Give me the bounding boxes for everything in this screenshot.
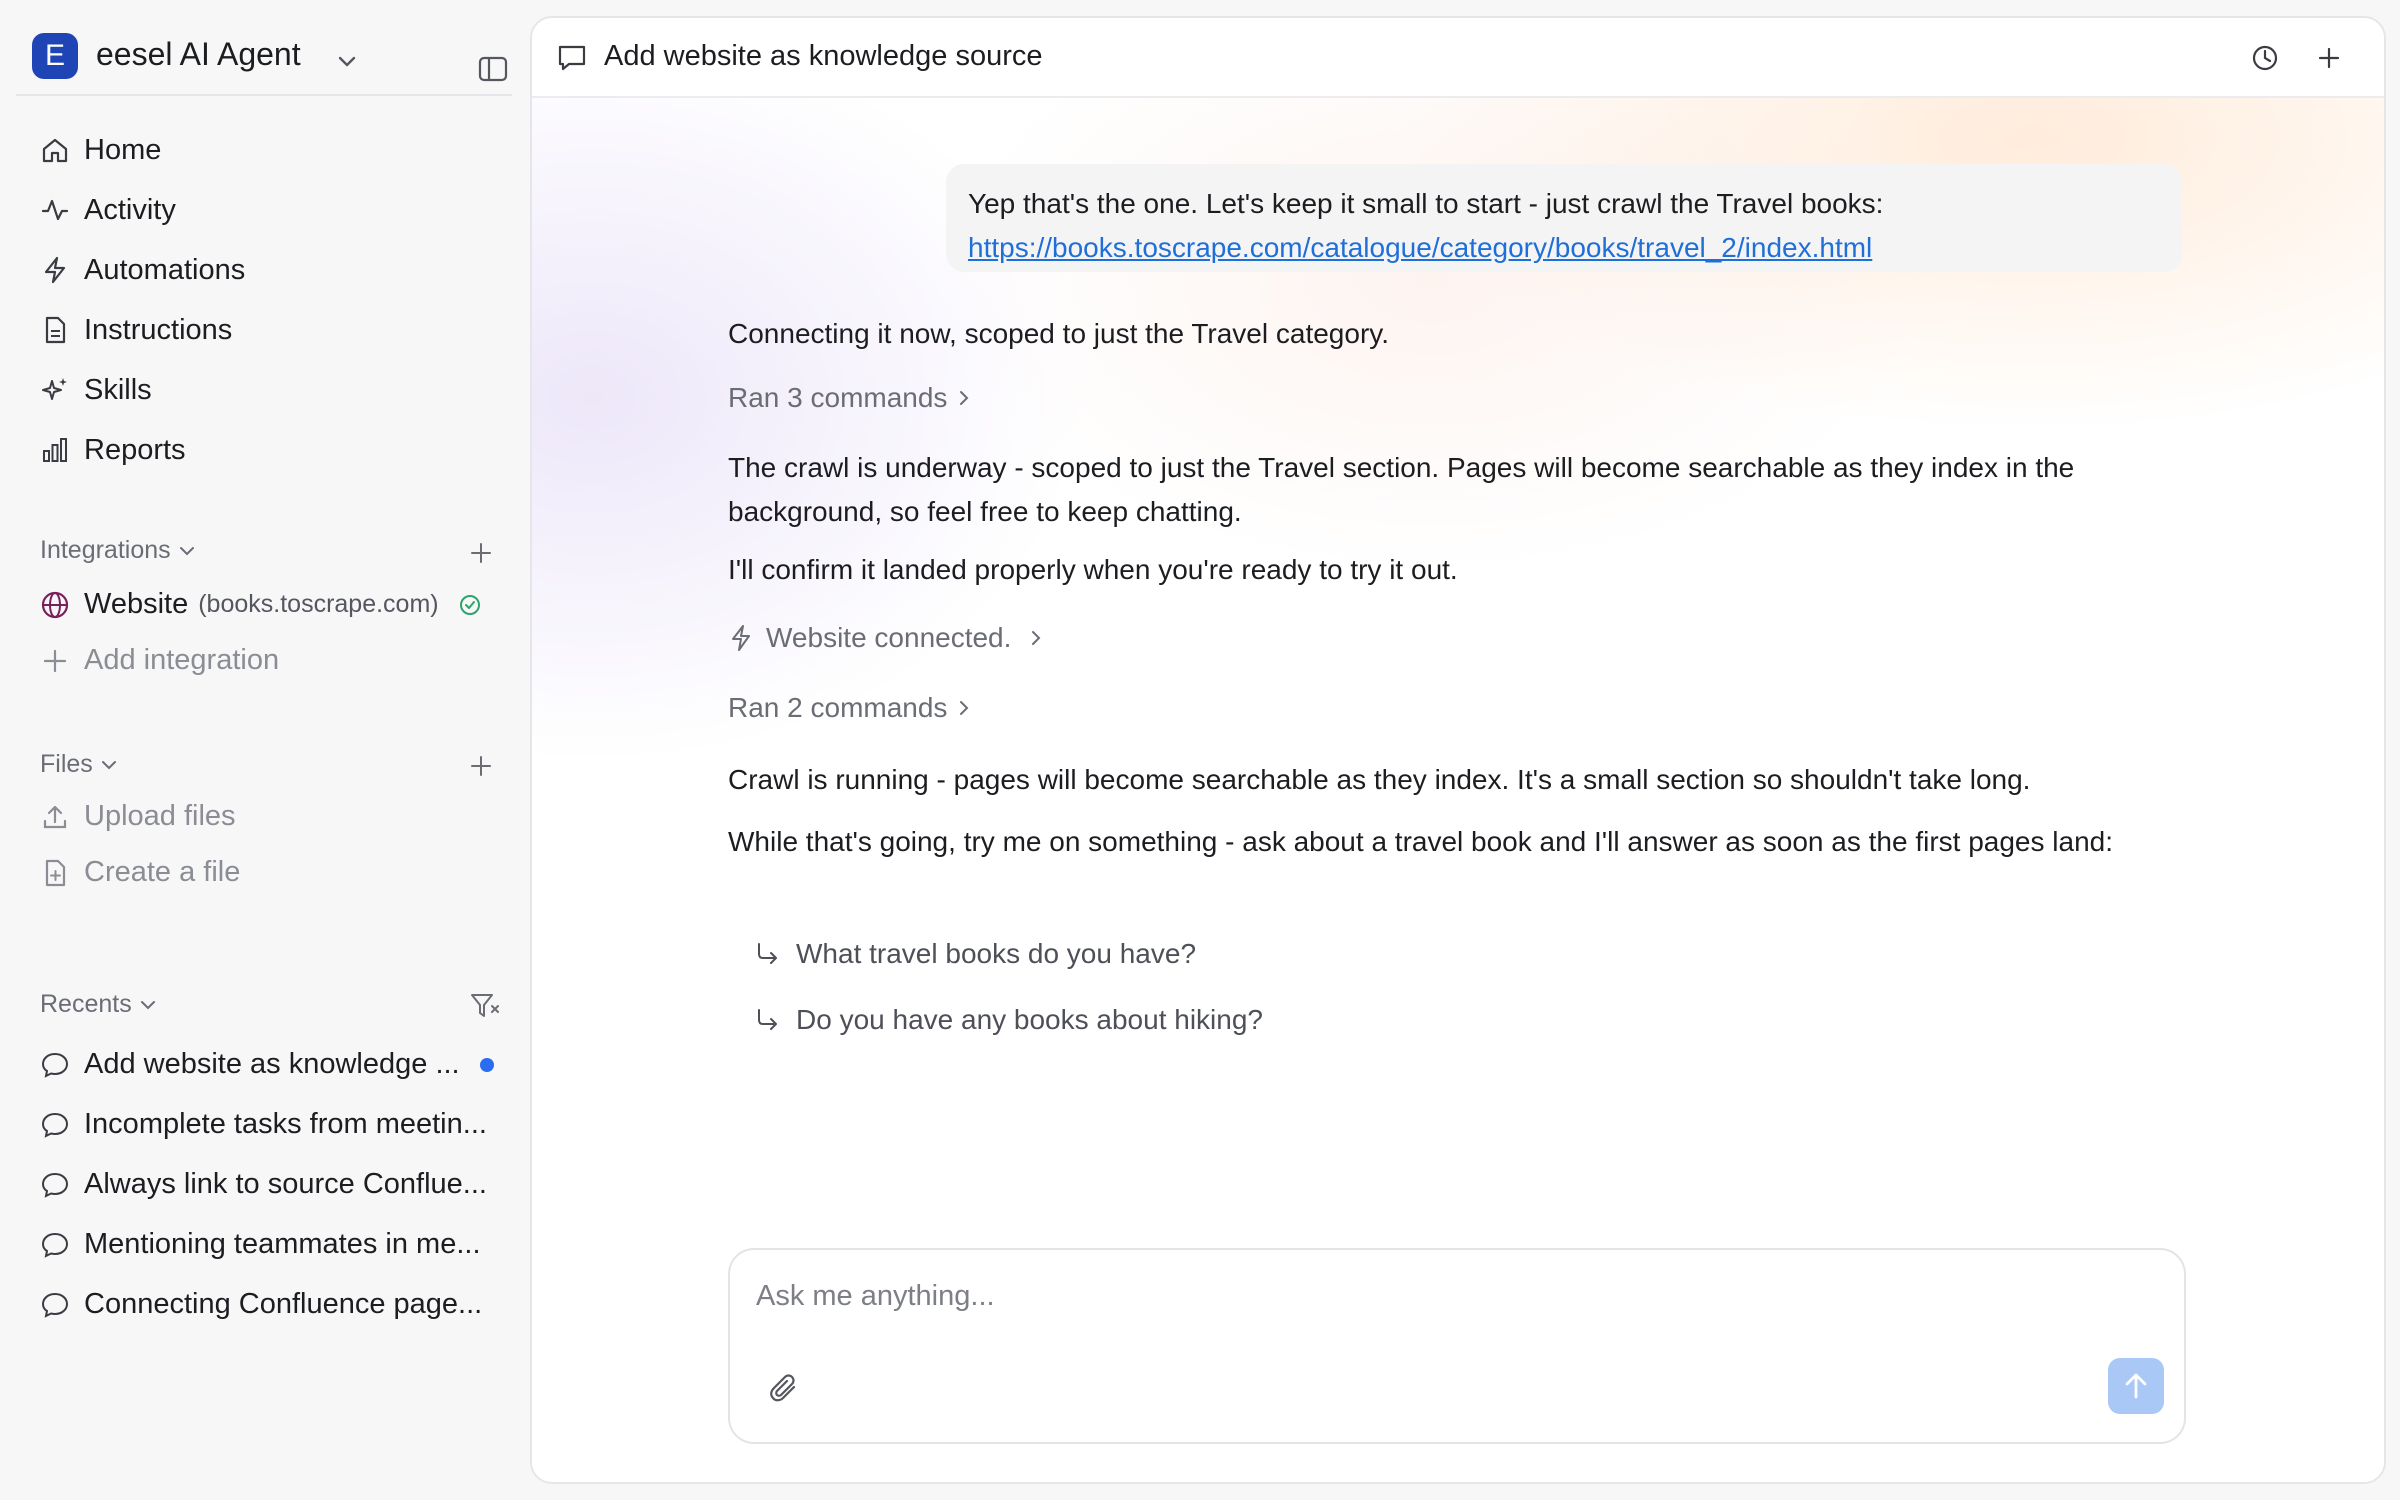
new-chat-plus-icon[interactable] (2314, 43, 2344, 73)
chat-title: Add website as knowledge source (604, 40, 1043, 72)
nav-item-skills[interactable] (24, 360, 504, 420)
suggested-prompt[interactable] (754, 1004, 1263, 1036)
recent-item[interactable] (40, 1228, 481, 1261)
unread-dot (480, 1058, 494, 1072)
nav-item-activity[interactable] (24, 180, 504, 240)
chat-bubble-icon (40, 1230, 70, 1260)
assistant-message-line: Connecting it now, scoped to just the Travel category. (728, 318, 1389, 349)
filter-icon[interactable] (470, 992, 500, 1020)
activity-icon (40, 195, 70, 225)
suggested-prompt[interactable] (754, 938, 1196, 970)
chat-bubble-icon (40, 1050, 70, 1080)
home-icon (40, 135, 70, 165)
arrow-up-icon (2122, 1371, 2150, 1401)
upload-icon (40, 802, 70, 832)
bolt-icon (728, 624, 754, 652)
assistant-paragraph: While that's going, try me on something - ask about a travel book and I'll answer as soon as the first pages land: (728, 826, 2113, 857)
integrations-heading[interactable] (40, 536, 195, 565)
upload-files-label: Upload files (84, 800, 236, 832)
recent-item[interactable] (40, 1168, 487, 1201)
recent-item-label: Connecting Confluence page... (84, 1288, 483, 1320)
bolt-icon (40, 255, 70, 285)
recent-item-label: Mentioning teammates in me... (84, 1228, 481, 1260)
bar-chart-icon (40, 435, 70, 465)
history-clock-icon[interactable] (2250, 43, 2280, 73)
user-message-link[interactable]: https://books.toscrape.com/catalogue/category/books/travel_2/index.html (968, 232, 1873, 263)
section-label: Files (40, 750, 93, 778)
recent-item[interactable] (40, 1048, 494, 1081)
chat-bubble-icon (40, 1170, 70, 1200)
main-nav (24, 120, 504, 480)
message-composer (728, 1248, 2186, 1444)
nav-item-label: Automations (84, 253, 246, 286)
workspace-avatar: E (32, 33, 78, 79)
add-integration-label: Add integration (84, 644, 280, 676)
message-input[interactable] (756, 1272, 2136, 1320)
workspace-switcher[interactable] (16, 16, 512, 96)
paperclip-icon[interactable] (768, 1372, 800, 1406)
chevron-down-icon (140, 1000, 156, 1010)
integration-item-website[interactable] (40, 588, 481, 621)
sidebar-toggle-icon[interactable] (478, 56, 508, 82)
chat-bubble-icon (556, 43, 588, 73)
chevron-right-icon (959, 389, 969, 407)
chevron-right-icon (959, 699, 969, 717)
user-message (946, 164, 2182, 272)
sparkles-icon (40, 375, 70, 405)
commands-toggle-label: Ran 3 commands (728, 382, 948, 413)
nav-item-label: Skills (84, 373, 152, 406)
nav-item-instructions[interactable] (24, 300, 504, 360)
commands-toggle[interactable] (728, 382, 969, 414)
recent-item[interactable] (40, 1288, 482, 1321)
user-message-text: Yep that's the one. Let's keep it small to start - just crawl the Travel books: (968, 188, 1884, 219)
create-file-label: Create a file (84, 856, 241, 888)
nav-item-label: Activity (84, 193, 176, 226)
chevron-right-icon (1031, 629, 1041, 647)
recent-item-label: Add website as knowledge ... (84, 1048, 460, 1080)
recent-item[interactable] (40, 1108, 487, 1141)
recent-item-label: Always link to source Conflue... (84, 1168, 487, 1200)
add-integration-plus-icon[interactable] (470, 542, 492, 564)
assistant-paragraph: I'll confirm it landed properly when you're ready to try it out. (728, 554, 1458, 585)
chevron-down-icon (179, 546, 195, 556)
website-connected-event[interactable] (728, 622, 1041, 654)
nav-item-label: Home (84, 133, 162, 166)
files-heading[interactable] (40, 750, 117, 779)
nav-item-label: Reports (84, 433, 186, 466)
nav-item-label: Instructions (84, 313, 233, 346)
integration-domain: (books.toscrape.com) (198, 590, 439, 618)
nav-item-home[interactable] (24, 120, 504, 180)
section-label: Recents (40, 990, 132, 1018)
recents-heading[interactable] (40, 990, 156, 1019)
send-button[interactable] (2108, 1358, 2164, 1414)
section-label: Integrations (40, 536, 171, 564)
chat-header (532, 18, 2384, 98)
suggested-prompt-label: What travel books do you have? (796, 938, 1197, 969)
upload-files-button[interactable] (40, 800, 236, 833)
document-icon (40, 315, 70, 345)
globe-icon (40, 590, 70, 620)
chat-bubble-icon (40, 1110, 70, 1140)
create-file-button[interactable] (40, 856, 240, 889)
assistant-paragraph: The crawl is underway - scoped to just the Travel section. Pages will become searchable as they index in the background, so feel free to keep chatting. (728, 452, 2075, 527)
chevron-down-icon (101, 760, 117, 770)
commands-toggle-label: Ran 2 commands (728, 692, 948, 723)
workspace-name: eesel AI Agent (96, 36, 301, 72)
recent-item-label: Incomplete tasks from meetin... (84, 1108, 487, 1140)
chat-panel (530, 16, 2386, 1484)
nav-item-reports[interactable] (24, 420, 504, 480)
integration-label: Website (84, 588, 189, 620)
chevron-down-icon (338, 56, 356, 68)
reply-arrow-icon (754, 1007, 780, 1033)
sidebar (0, 0, 530, 1500)
assistant-paragraph: Crawl is running - pages will become searchable as they index. It's a small section so shouldn't take long. (728, 764, 2031, 795)
add-file-plus-icon[interactable] (470, 755, 492, 777)
suggested-prompt-label: Do you have any books about hiking? (796, 1004, 1263, 1035)
event-label: Website connected. (766, 622, 1012, 653)
plus-icon (40, 646, 70, 676)
add-integration-button[interactable] (40, 644, 279, 677)
chat-bubble-icon (40, 1290, 70, 1320)
commands-toggle[interactable] (728, 692, 969, 724)
check-circle-icon (459, 594, 481, 616)
file-plus-icon (40, 858, 70, 888)
reply-arrow-icon (754, 941, 780, 967)
nav-item-automations[interactable] (24, 240, 504, 300)
